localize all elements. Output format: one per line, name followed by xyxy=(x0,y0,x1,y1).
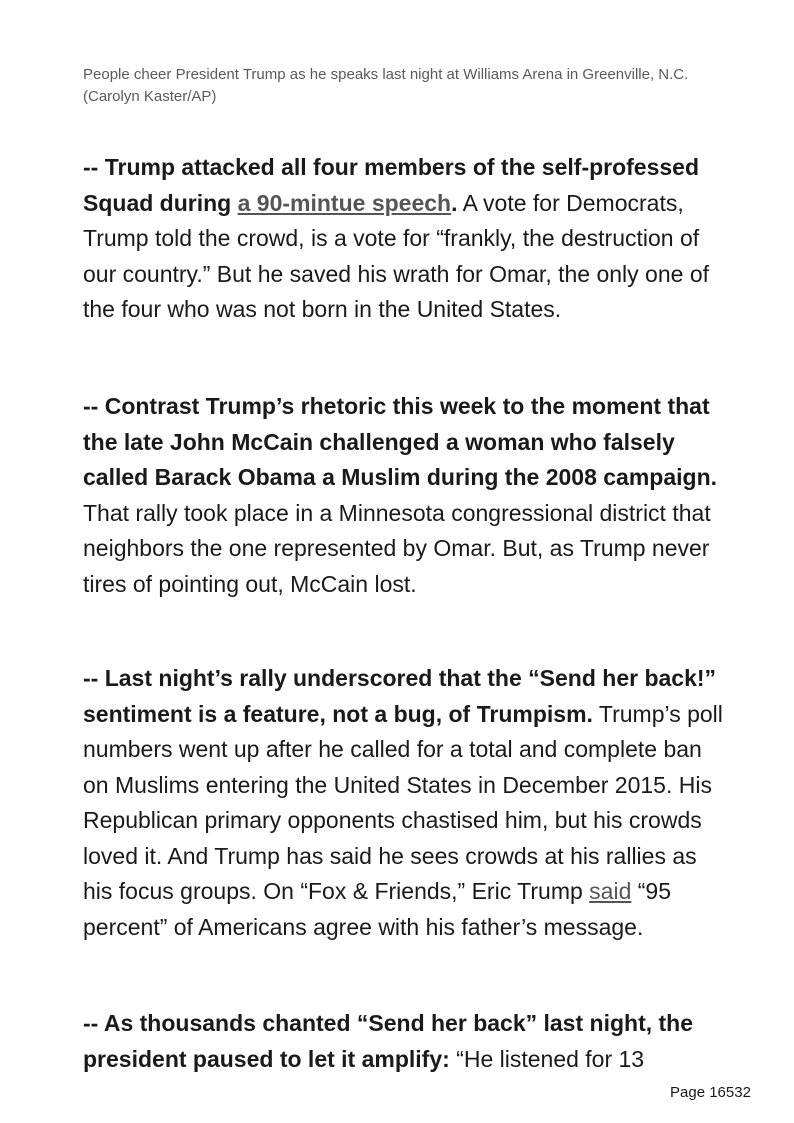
paragraph-mccain-contrast xyxy=(83,389,723,602)
photo-caption: People cheer President Trump as he speaks last night at Williams Arena in Greenville, N.C. (Carolyn Kaster/AP) xyxy=(83,66,689,105)
bold-lead: -- As thousands chanted “Send her back” last night, the president paused to let it amplify: xyxy=(83,1010,694,1072)
page-number: Page 16532 xyxy=(670,1084,751,1101)
body-text-end: “95 percent” of Americans agree with his father’s message. xyxy=(83,878,672,940)
paragraph-squad-speech xyxy=(83,150,723,328)
paragraph-rally-trumpism xyxy=(83,661,723,945)
bold-lead-text: -- Trump attacked all four members of the self-professed Squad during xyxy=(83,154,700,216)
body-text: That rally took place in a Minnesota congressional district that neighbors the one represented by Omar. But, as Trump never tires of pointing out, McCain lost. xyxy=(83,499,711,597)
body-text: Trump’s poll numbers went up after he called for a total and complete ban on Muslims entering the United States in December 2015. His Republican primary opponents chastised him, but his crowds loved it. And Trump has said he sees crowds at his rallies as his focus groups. On “Fox & Friends,” Eric Trump xyxy=(83,700,723,904)
bold-lead: -- Last night’s rally underscored that the “Send her back!” sentiment is a feature, not a bug, of Trumpism. xyxy=(83,665,717,727)
bold-lead: -- Contrast Trump’s rhetoric this week to the moment that the late John McCain challenged a woman who falsely called Barack Obama a Muslim during the 2008 campaign. xyxy=(83,393,718,490)
said-link[interactable]: said xyxy=(589,878,632,904)
body-text: “He listened for 13 xyxy=(449,1045,645,1072)
body-text: A vote for Democrats, Trump told the crowd, is a vote for “frankly, the destruction of our country.” But he saved his wrath for Omar, the only one of the four who was not born in the United States. xyxy=(83,189,709,322)
speech-link[interactable]: a 90-mintue speech xyxy=(237,189,452,216)
paragraph-chant-amplify xyxy=(83,1006,723,1083)
bold-lead-end: . xyxy=(451,189,458,216)
